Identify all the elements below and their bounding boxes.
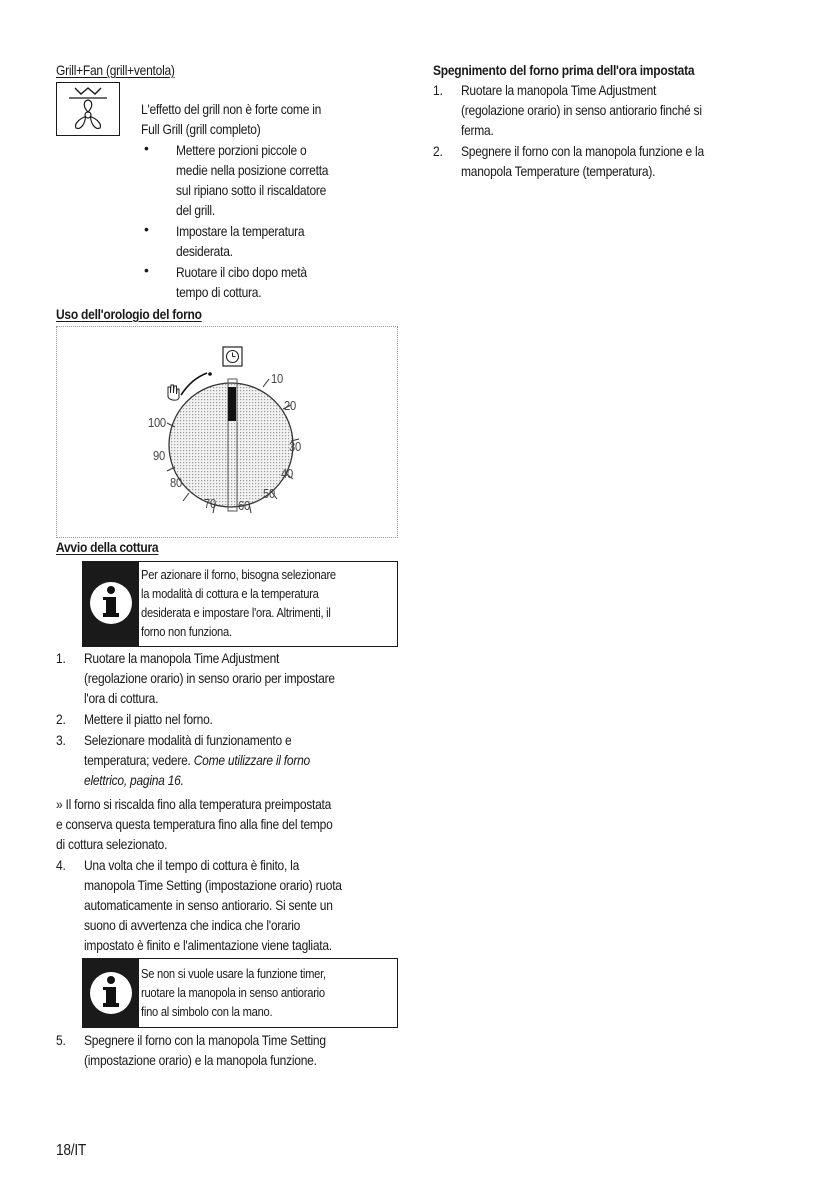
grill-bullet-2-line-2: desiderata. xyxy=(176,243,233,259)
info-2-line-2: ruotare la manopola in senso antiorario xyxy=(141,985,325,1000)
cross-reference-link[interactable]: Come utilizzare il forno xyxy=(193,752,310,768)
grill-bullet-1-line-2: medie nella posizione corretta xyxy=(176,162,329,178)
step-number: 5. xyxy=(56,1032,66,1048)
dial-label-30: 30 xyxy=(289,439,301,454)
step-3-line-2 xyxy=(84,750,310,770)
info-2-line-3: fino al simbolo con la mano. xyxy=(141,1004,273,1019)
dial-label-80: 80 xyxy=(170,475,182,490)
dial-label-100: 100 xyxy=(148,415,166,430)
step-3-line-1: Selezionare modalità di funzionamento e xyxy=(84,732,292,748)
step-number: 2. xyxy=(56,711,66,727)
right-step-2-line-1: Spegnere il forno con la manopola funzione e la xyxy=(461,143,704,159)
step-number: 4. xyxy=(56,857,66,873)
result-line-3: di cottura selezionato. xyxy=(56,836,168,852)
info-icon xyxy=(83,562,139,646)
step-4-line-2: manopola Time Setting (impostazione orario) ruota xyxy=(84,877,342,893)
clock-heading: Uso dell'orologio del forno xyxy=(56,306,202,322)
step-5-line-1: Spegnere il forno con la manopola Time Setting xyxy=(84,1032,326,1048)
dial-label-20: 20 xyxy=(284,398,296,413)
info-1-line-4: forno non funziona. xyxy=(141,624,232,639)
step-number: 2. xyxy=(433,143,443,159)
cross-reference-page: elettrico, pagina 16. xyxy=(84,772,184,788)
avvio-heading: Avvio della cottura xyxy=(56,539,159,555)
timer-dial-diagram xyxy=(56,326,398,538)
step-1-line-2: (regolazione orario) in senso orario per impostare xyxy=(84,670,335,686)
right-step-2-line-2: manopola Temperature (temperatura). xyxy=(461,163,656,179)
grill-bullet-1-line-4: del grill. xyxy=(176,202,215,218)
grill-bullet-3-line-1: Ruotare il cibo dopo metà xyxy=(176,264,307,280)
step-number: 1. xyxy=(433,82,443,98)
info-2-line-1: Se non si vuole usare la funzione timer, xyxy=(141,966,326,981)
knob-indicator xyxy=(228,387,236,421)
right-step-1-line-1: Ruotare la manopola Time Adjustment xyxy=(461,82,657,98)
step-1-line-3: l'ora di cottura. xyxy=(84,690,159,706)
dial-label-60: 60 xyxy=(238,498,250,513)
step-1-line-1: Ruotare la manopola Time Adjustment xyxy=(84,650,280,666)
info-icon xyxy=(83,959,139,1027)
clock-icon xyxy=(223,347,242,366)
right-heading: Spegnimento del forno prima dell'ora impostata xyxy=(433,62,695,78)
grill-bullet-1-line-3: sul ripiano sotto il riscaldatore xyxy=(176,182,327,198)
hand-icon xyxy=(168,385,179,400)
step-4-line-5: impostato è finito e l'alimentazione viene tagliata. xyxy=(84,937,332,953)
right-step-1-line-2: (regolazione orario) in senso antiorario finché si xyxy=(461,102,702,118)
grill-bullet-1-line-1: Mettere porzioni piccole o xyxy=(176,142,307,158)
step-number: 3. xyxy=(56,732,66,748)
info-1-line-1: Per azionare il forno, bisogna selezionare xyxy=(141,567,336,582)
step-2-line-1: Mettere il piatto nel forno. xyxy=(84,711,213,727)
result-line-1: » Il forno si riscalda fino alla temperatura preimpostata xyxy=(56,796,332,812)
info-1-line-2: la modalità di cottura e la temperatura xyxy=(141,586,319,601)
result-line-2: e conserva questa temperatura fino alla fine del tempo xyxy=(56,816,333,832)
info-note-1 xyxy=(82,561,398,647)
info-1-line-3: desiderata e impostare l'ora. Altrimenti, il xyxy=(141,605,331,620)
step-4-line-1: Una volta che il tempo di cottura è finito, la xyxy=(84,857,300,873)
grill-fan-icon xyxy=(56,82,120,136)
grill-intro-line-2: Full Grill (grill completo) xyxy=(141,121,261,137)
step-3-line-2-text: temperatura; vedere. xyxy=(84,752,194,768)
step-4-line-3: automaticamente in senso antiorario. Si sente un xyxy=(84,897,333,913)
dial-label-10: 10 xyxy=(271,371,283,386)
info-note-2 xyxy=(82,958,398,1028)
bullet-dot: • xyxy=(144,262,149,278)
grill-intro-line-1: L'effetto del grill non è forte come in xyxy=(141,101,322,117)
bullet-dot: • xyxy=(144,221,149,237)
grill-bullet-2-line-1: Impostare la temperatura xyxy=(176,223,305,239)
dial-label-90: 90 xyxy=(153,448,165,463)
grill-bullet-3-line-2: tempo di cottura. xyxy=(176,284,262,300)
step-5-line-2: (impostazione orario) e la manopola funzione. xyxy=(84,1052,317,1068)
step-number: 1. xyxy=(56,650,66,666)
dial-label-40: 40 xyxy=(281,466,293,481)
dial-label-50: 50 xyxy=(263,486,275,501)
page-number: 18/IT xyxy=(56,1142,87,1159)
grill-fan-heading: Grill+Fan (grill+ventola) xyxy=(56,62,175,78)
right-step-1-line-3: ferma. xyxy=(461,122,494,138)
step-4-line-4: suono di avvertenza che indica che l'orario xyxy=(84,917,301,933)
dial-label-70: 70 xyxy=(204,496,216,511)
bullet-dot: • xyxy=(144,140,149,156)
